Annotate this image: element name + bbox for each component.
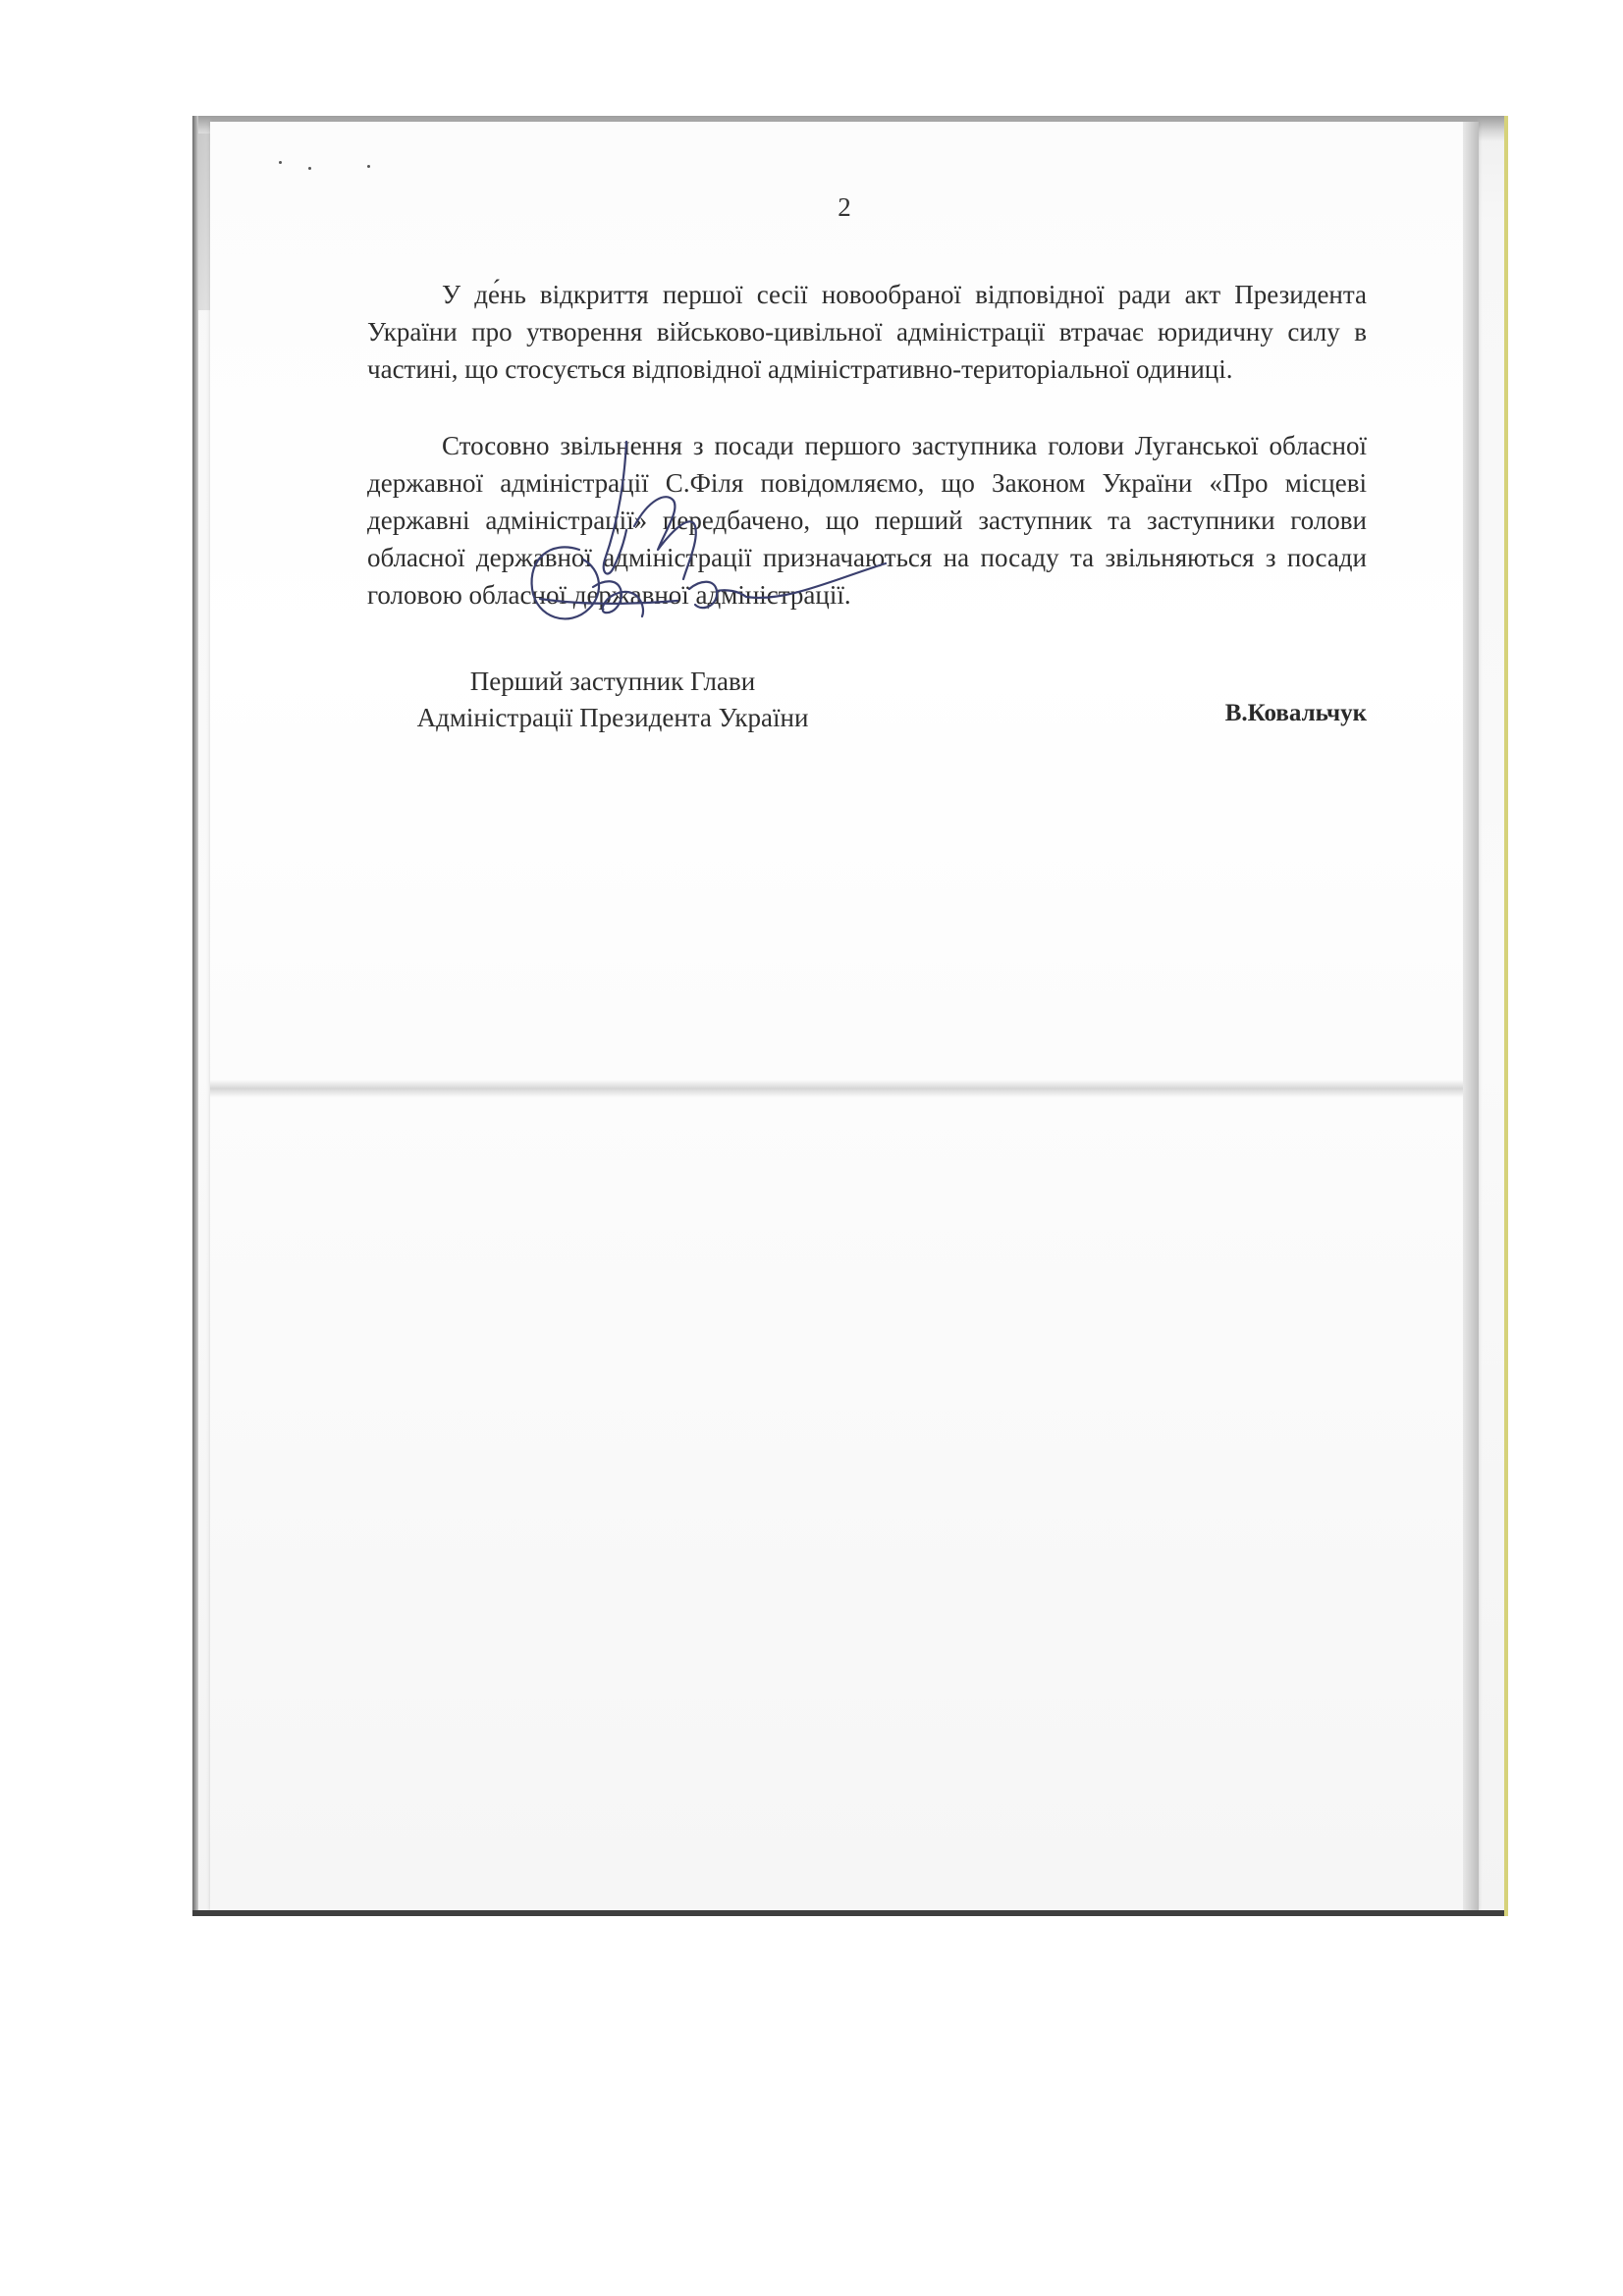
page-number: 2 — [838, 192, 851, 222]
paper-right-edge — [1463, 122, 1479, 1910]
signatory-name: В.Ковальчук — [1224, 700, 1367, 726]
scanned-sheet — [192, 116, 1504, 1916]
paper-fold-crease — [210, 1080, 1479, 1097]
body-paragraph-2: Стосовно звільнення з посади першого заступника голови Луганської обласної державної адміністрації С.Філя повідомляємо, що Законом України «Про місцеві державні адміністрації» передбачено, що перший заступник та заступники голови обласної державної адміністрації призначаються на посаду та звільняються з посади головою обласної державної адміністрації. — [367, 431, 1367, 610]
body-paragraph-1: У де́нь відкриття першої сесії новообраної відповідної ради акт Президента України про утворення військово-цивільної адміністрації втрачає юридичну силу в частині, що стосується відповідної адміністративно-територіальної одиниці. — [367, 280, 1367, 384]
signatory-title — [367, 664, 858, 736]
signatory-title-line-2: Адміністрації Президента України — [416, 703, 809, 732]
letter-paper — [210, 122, 1479, 1910]
scan-edge-yellow — [1504, 116, 1508, 1916]
handwritten-signature — [511, 432, 923, 667]
signature-block — [367, 664, 1367, 772]
signatory-title-line-1: Перший заступник Глави — [469, 667, 756, 696]
scan-shadow-left — [192, 116, 198, 1916]
scan-shadow-bottom — [192, 1910, 1504, 1916]
